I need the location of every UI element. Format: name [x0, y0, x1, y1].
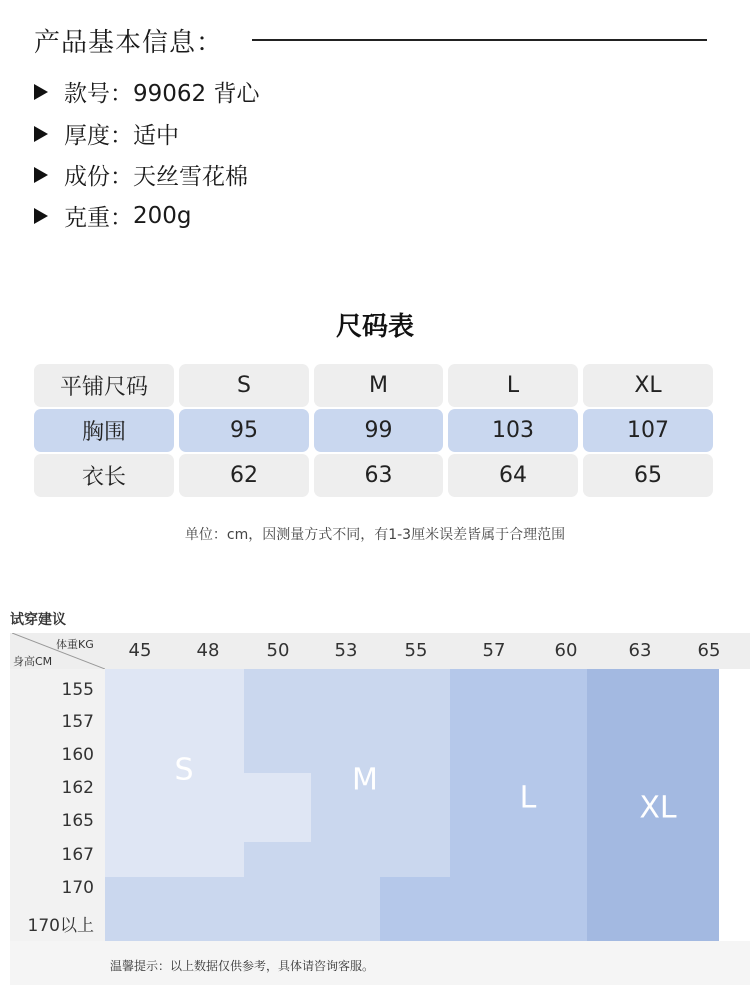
weight-label: 57	[482, 640, 506, 661]
table-cell: 99	[314, 409, 443, 452]
table-header-cell: 平铺尺码	[34, 364, 174, 407]
table-cell: 107	[583, 409, 713, 452]
weight-label: 53	[334, 640, 358, 661]
bullet-arrow-icon	[34, 167, 48, 183]
title-divider	[252, 39, 707, 41]
weight-label: 50	[266, 640, 290, 661]
height-label: 170以上	[27, 916, 94, 936]
info-row-style	[34, 75, 259, 108]
measurement-note: 单位：cm，因测量方式不同，有1-3厘米误差皆属于合理范围	[184, 527, 566, 543]
size-letter-xl: XL	[639, 790, 677, 826]
size-letter-s: S	[174, 752, 194, 788]
height-label: 162	[61, 778, 94, 798]
table-cell: 63	[314, 454, 443, 497]
table-header-cell: XL	[583, 364, 713, 407]
table-cell: 103	[448, 409, 578, 452]
weight-label: 48	[196, 640, 220, 661]
height-label: 157	[61, 712, 94, 732]
height-label: 155	[61, 680, 94, 700]
info-value: 适中	[133, 123, 179, 149]
size-letter-l: L	[519, 780, 537, 816]
bullet-arrow-icon	[34, 208, 48, 224]
disclaimer-note: 温馨提示：以上数据仅供参考，具体请咨询客服。	[110, 959, 375, 973]
weight-label: 60	[554, 640, 578, 661]
table-row-label: 衣长	[34, 454, 174, 497]
info-value: 99062 背心	[133, 81, 260, 107]
table-cell: 64	[448, 454, 578, 497]
weight-label: 63	[628, 640, 652, 661]
info-row-thickness	[34, 117, 179, 150]
table-cell: 62	[179, 454, 309, 497]
height-label: 160	[61, 745, 94, 765]
product-info-title: 产品基本信息：	[34, 28, 224, 58]
region-m-block	[244, 842, 450, 877]
info-row-weight	[34, 199, 192, 232]
region-m-block	[311, 773, 450, 842]
region-l-block	[450, 669, 587, 877]
height-label: 170	[61, 878, 94, 898]
height-axis-label: 身高CM	[13, 655, 53, 668]
size-letter-m: M	[352, 762, 378, 798]
weight-label: 45	[128, 640, 152, 661]
info-value: 天丝雪花棉	[133, 164, 248, 190]
table-cell: 95	[179, 409, 309, 452]
height-label: 167	[61, 845, 94, 865]
corner-divider	[12, 633, 105, 669]
fit-guide-side-bar	[10, 669, 105, 941]
table-header-cell: M	[314, 364, 443, 407]
bullet-arrow-icon	[34, 84, 48, 100]
table-header-cell: S	[179, 364, 309, 407]
info-label: 克重：	[64, 205, 133, 231]
region-m-block	[105, 877, 380, 941]
weight-label: 65	[697, 640, 721, 661]
table-header-cell: L	[448, 364, 578, 407]
weight-label: 55	[404, 640, 428, 661]
table-row-label: 胸围	[34, 409, 174, 452]
info-label: 款号：	[64, 81, 133, 107]
table-cell: 65	[583, 454, 713, 497]
info-label: 厚度：	[64, 123, 133, 149]
weight-axis-label: 体重KG	[56, 638, 94, 651]
info-label: 成份：	[64, 164, 133, 190]
info-value: 200g	[133, 202, 192, 229]
region-l-block	[380, 877, 587, 941]
fit-guide-title: 试穿建议	[10, 612, 66, 628]
info-row-material	[34, 158, 248, 191]
bullet-arrow-icon	[34, 126, 48, 142]
height-label: 165	[61, 811, 94, 831]
size-chart-title: 尺码表	[335, 312, 414, 342]
region-m-block	[244, 669, 450, 773]
region-s-block	[244, 773, 311, 842]
